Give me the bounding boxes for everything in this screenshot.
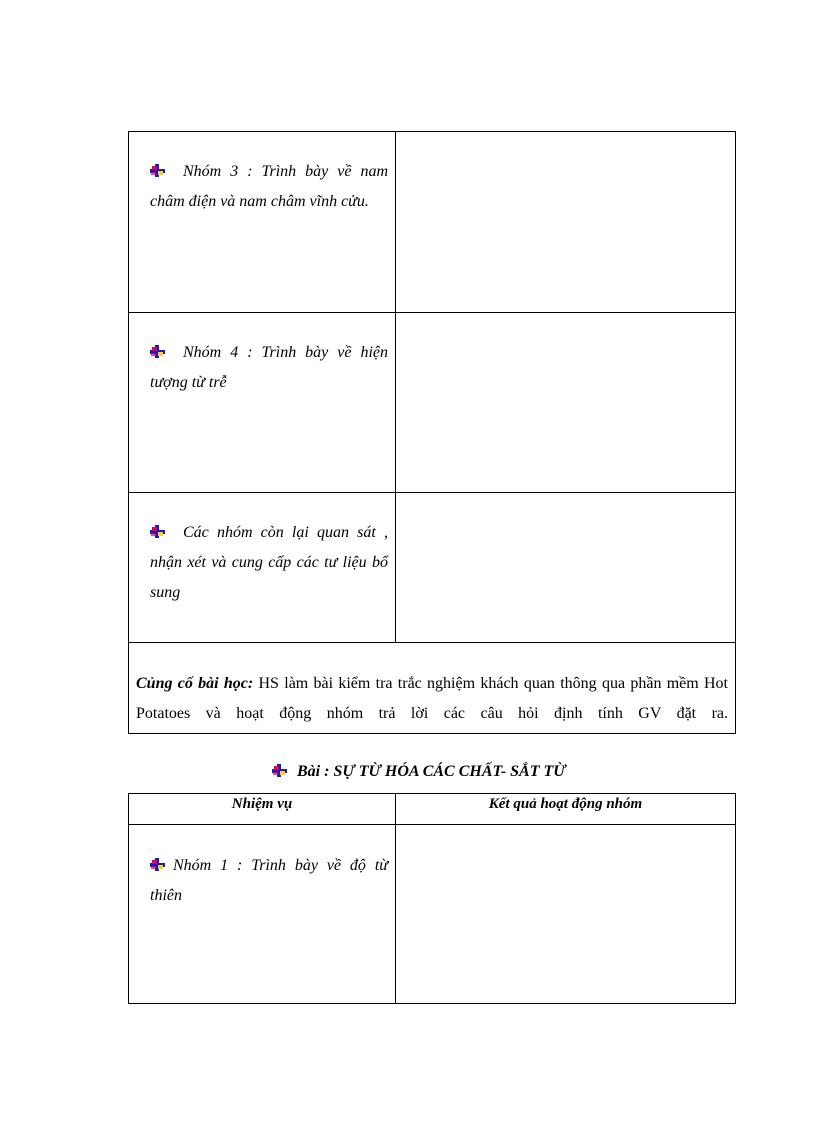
plus-bullet-icon	[150, 164, 165, 177]
table1-column-divider	[395, 131, 396, 643]
task-text: Các nhóm còn lại quan sát , nhận xét và cung cấp các tư liệu bổ sung	[150, 524, 388, 601]
lesson-summary	[136, 669, 728, 729]
result-cell-cac-nhom-con-lai	[400, 500, 730, 520]
table1-row-divider-3	[128, 642, 736, 643]
table1-border-right	[735, 131, 736, 734]
table1-border-bottom	[128, 733, 736, 734]
table1-border-top	[128, 131, 736, 132]
section-title	[272, 763, 566, 781]
section-title-text: Bài : SỰ TỪ HÓA CÁC CHẤT- SẮT TỪ	[297, 763, 566, 780]
plus-bullet-icon	[150, 858, 165, 871]
column-header-task: Nhiệm vụ	[231, 796, 293, 812]
table1-border-left	[128, 131, 129, 734]
column-header-result: Kết quả hoạt động nhóm	[488, 796, 643, 812]
task-cell-nhom-1	[150, 851, 388, 911]
table1-row-divider-1	[128, 312, 736, 313]
table2-border-top	[128, 793, 736, 794]
summary-text: HS làm bài kiểm tra trắc nghiệm khách quan thông qua phần mềm Hot Potatoes và hoạt động nhóm trả lời các câu hỏi định tính GV đặt ra.	[136, 675, 729, 722]
plus-bullet-icon	[150, 345, 165, 358]
plus-bullet-icon	[272, 764, 287, 777]
task-text: Nhóm 3 : Trình bày về nam châm điện và nam châm vĩnh cửu.	[150, 163, 388, 210]
result-cell-nhom-1	[400, 832, 730, 852]
result-cell-nhom-3	[400, 140, 730, 160]
table2-header-divider	[128, 824, 736, 825]
task-cell-cac-nhom-con-lai	[150, 518, 388, 608]
table1-row-divider-2	[128, 492, 736, 493]
table2-border-bottom	[128, 1003, 736, 1004]
task-text: Nhóm 4 : Trình bày về hiện tượng từ trễ	[150, 344, 388, 391]
result-cell-nhom-4	[400, 320, 730, 340]
task-text: Nhóm 1 : Trình bày về độ từ thiên	[150, 857, 388, 904]
task-cell-nhom-3	[150, 157, 388, 217]
task-cell-nhom-4	[150, 338, 388, 398]
summary-label: Củng cố bài học:	[136, 675, 254, 692]
plus-bullet-icon	[150, 525, 165, 538]
